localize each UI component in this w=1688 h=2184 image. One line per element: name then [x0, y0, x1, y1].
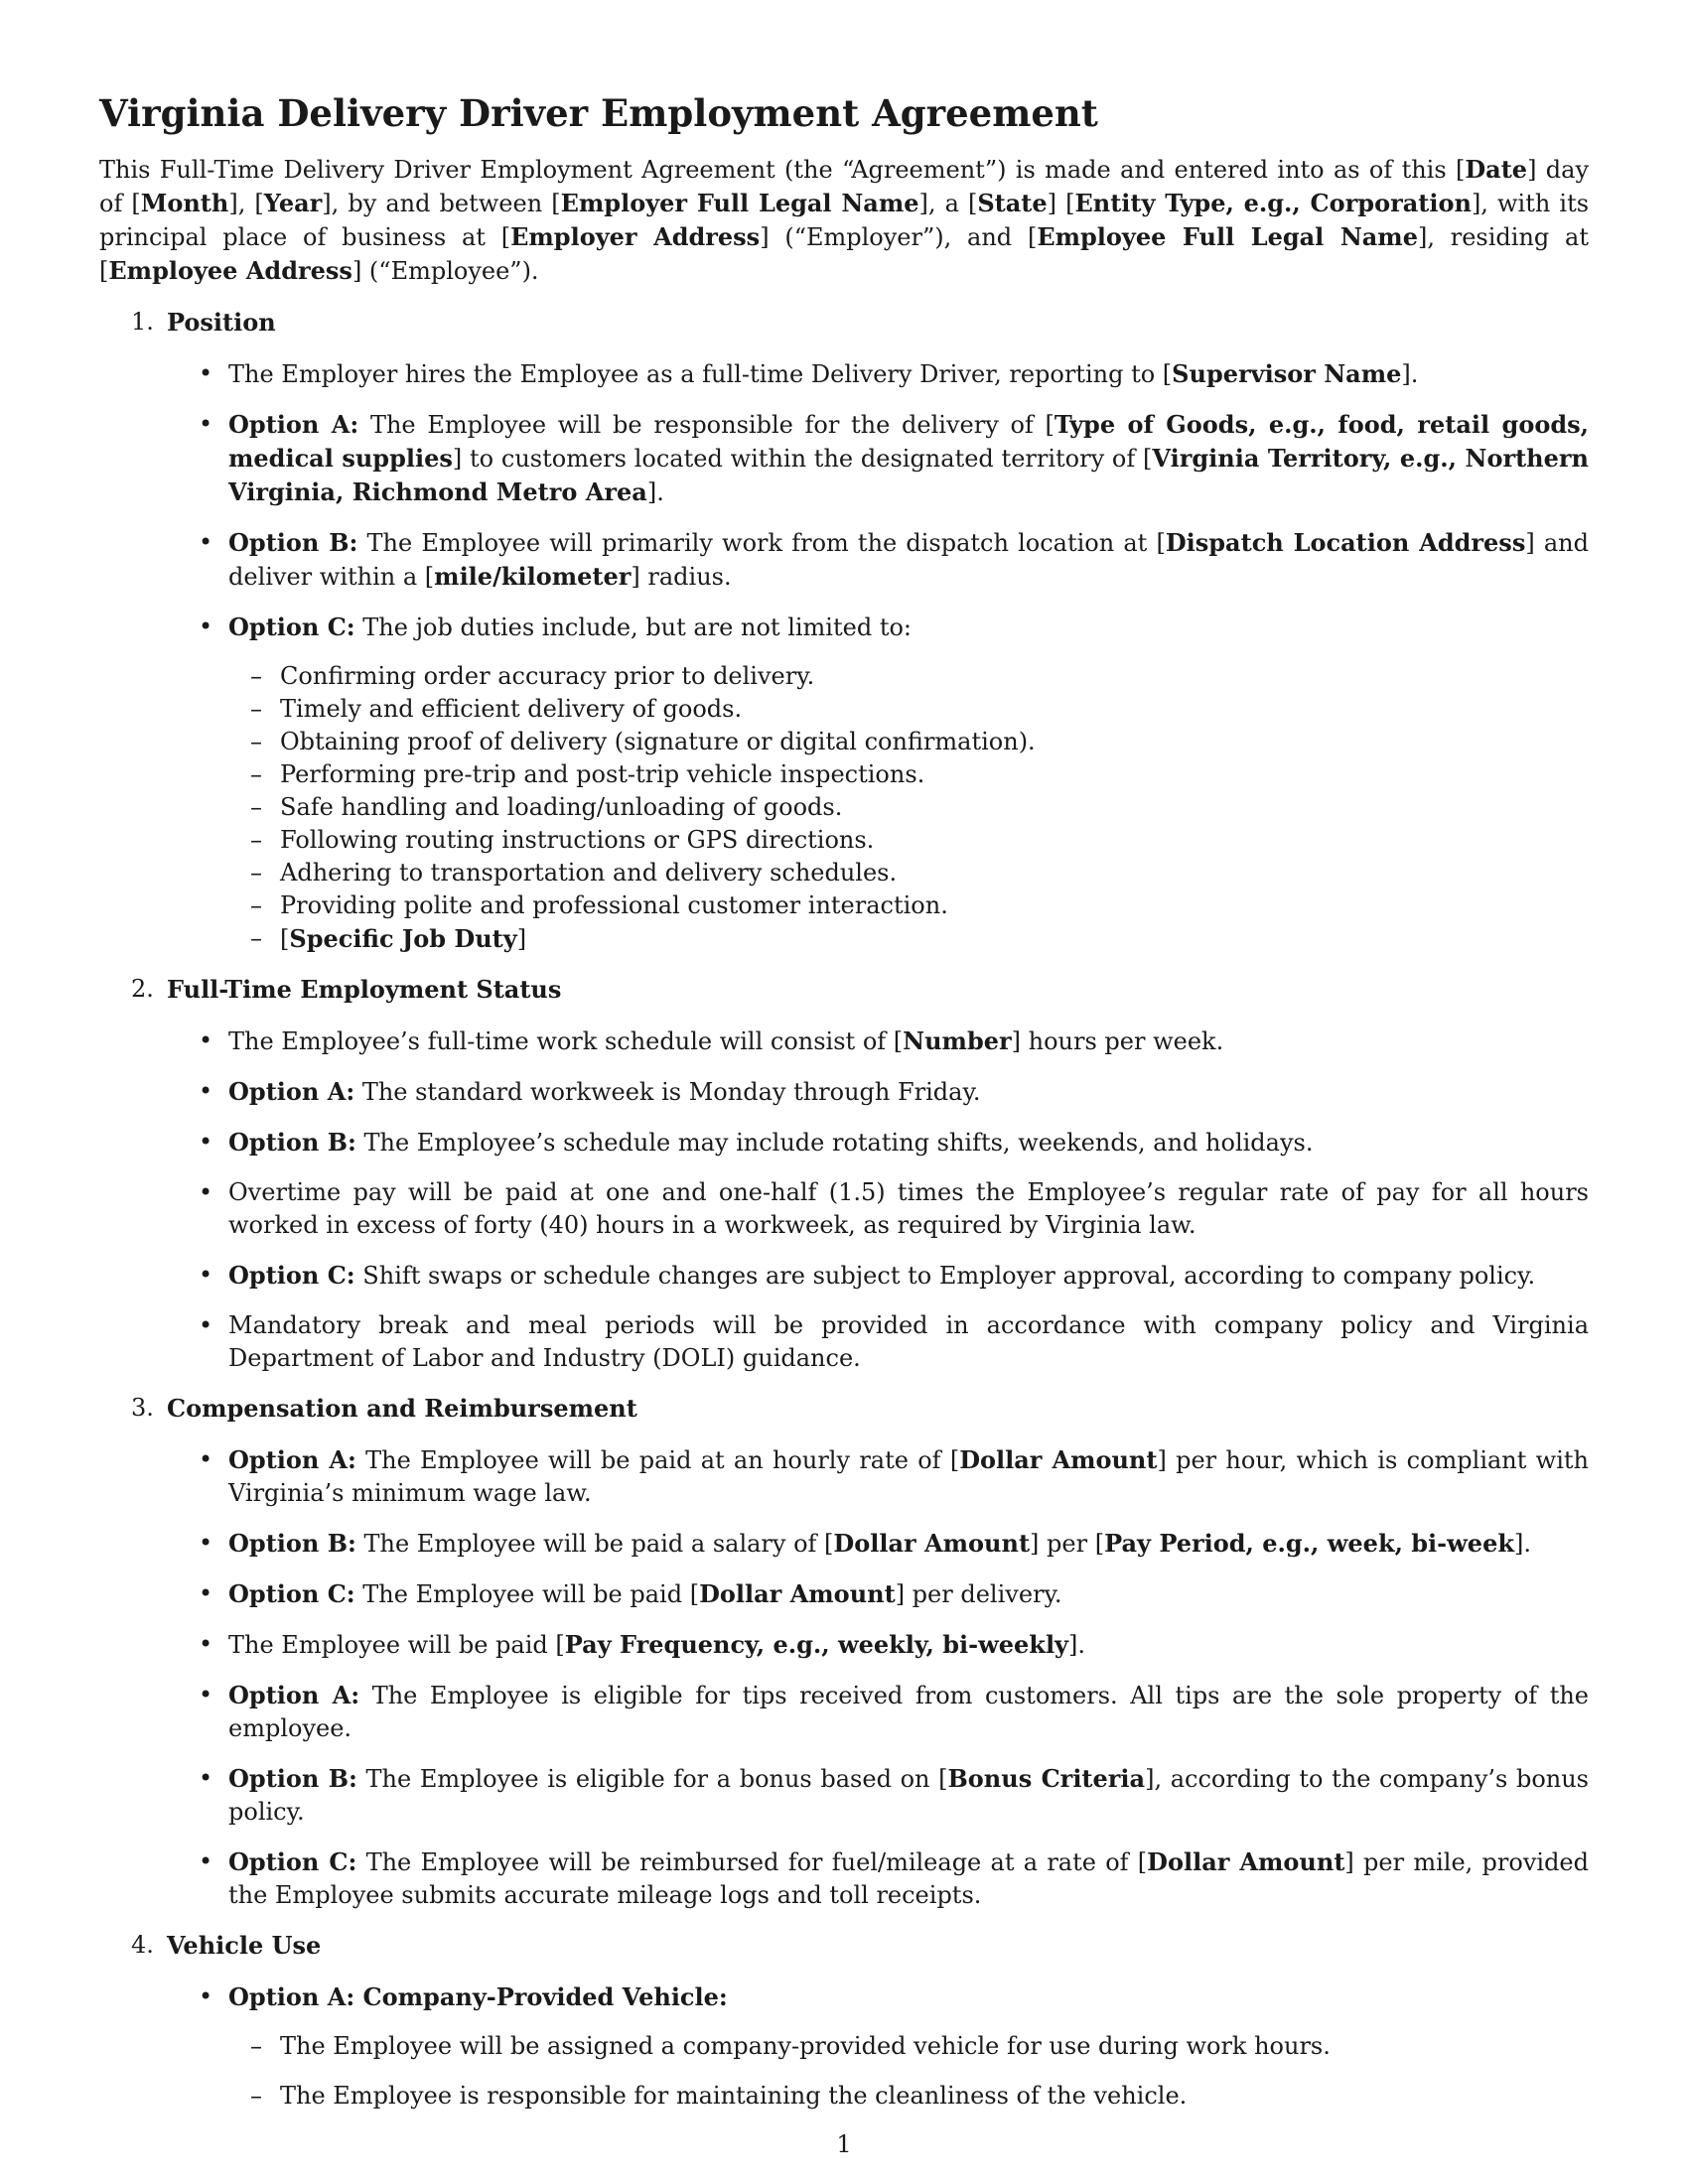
item-text: ] hours per week. [1011, 1027, 1224, 1055]
placeholder-employer-address: Employer Address [510, 222, 761, 251]
intro-text: ], with its principal place of business at [ [99, 190, 1590, 251]
item-text: ] per hour, which is compliant with Virginia’s minimum wage law. [228, 1446, 1589, 1507]
duty-item [99, 922, 1589, 956]
duty-item: – Following routing instructions or GPS directions. [99, 824, 1589, 857]
option-label: Option C: [228, 613, 355, 641]
placeholder-bonus-criteria: Bonus Criteria [947, 1764, 1146, 1793]
placeholder-unit: mile/kilometer [434, 562, 632, 591]
option-label: Option C: [228, 1261, 355, 1290]
item-text: Shift swaps or schedule changes are subject to Employer approval, according to company policy. [354, 1262, 1536, 1290]
option-label: Option A: [228, 1445, 356, 1474]
section-heading [99, 306, 1589, 340]
bullet-list [99, 1024, 1589, 1375]
section-compensation [99, 1392, 1589, 1912]
placeholder-month: Month [140, 189, 229, 217]
placeholder-dispatch: Dispatch Location Address [1165, 528, 1526, 557]
intro-text: ], a [ [918, 190, 978, 217]
item-text: The Employee’s schedule may include rotating shifts, weekends, and holidays. [355, 1129, 1314, 1157]
page-number: 1 [836, 2130, 852, 2158]
document-page [99, 83, 1589, 2129]
item-text: ] per mile, provided the Employee submits accurate mileage logs and toll receipts. [228, 1848, 1590, 1909]
item-text: The Employee will primarily work from the dispatch location at [ [357, 529, 1166, 557]
bullet-list [99, 357, 1589, 956]
item-text: ] [516, 925, 527, 953]
vehicle-items-list [99, 2030, 1589, 2113]
option-label: Option A: Company-Provided Vehicle: [228, 1982, 728, 2011]
duty-item: – Obtaining proof of delivery (signature or digital confirmation). [99, 726, 1589, 758]
placeholder-dollar-amount: Dollar Amount [1147, 1847, 1345, 1876]
list-item [99, 1527, 1589, 1561]
list-item [99, 1980, 1589, 2113]
item-text: ] to customers located within the designated territory of [ [452, 445, 1153, 473]
item-text: ]. [646, 478, 664, 506]
item-text: The Employee will be responsible for the delivery of [ [358, 411, 1055, 439]
item-text: The Employee will be reimbursed for fuel/mileage at a rate of [ [356, 1848, 1148, 1876]
item-line [99, 1980, 1589, 2014]
placeholder-employee-name: Employee Full Legal Name [1037, 222, 1418, 251]
option-label: Option B: [228, 1529, 356, 1558]
placeholder-year: Year [263, 189, 323, 217]
item-text: The Employee will be paid [ [354, 1580, 700, 1608]
option-label: Option C: [228, 1847, 357, 1876]
bullet-list [99, 1443, 1589, 1912]
item-text: ] per [ [1030, 1530, 1105, 1558]
item-line [99, 611, 1589, 644]
list-item [99, 1309, 1589, 1375]
item-text: ] per delivery. [895, 1580, 1062, 1608]
section-title: Full-Time Employment Status [167, 975, 562, 1004]
list-item [99, 408, 1589, 509]
section-heading [99, 973, 1589, 1007]
item-text: ], according to the company’s bonus policy. [228, 1765, 1590, 1826]
placeholder-state: State [977, 189, 1048, 217]
section-position [99, 306, 1589, 956]
placeholder-territory: Virginia Territory, e.g., Northern Virginia, Richmond Metro Area [228, 444, 1589, 506]
intro-text: ], by and between [ [322, 190, 561, 217]
duty-item: – Adhering to transportation and delivery schedules. [99, 857, 1589, 889]
item-text: The Employee is eligible for a bonus based on [ [356, 1765, 948, 1793]
duties-list [99, 660, 1589, 956]
placeholder-employer-name: Employer Full Legal Name [560, 189, 919, 217]
item-text: The Employee’s full-time work schedule will consist of [ [228, 1027, 904, 1055]
list-item [99, 1024, 1589, 1058]
option-label: Option A: [228, 1681, 360, 1709]
duty-item: – Performing pre-trip and post-trip vehicle inspections. [99, 758, 1589, 791]
section-number: 2. [131, 975, 154, 1003]
option-label: Option B: [228, 528, 358, 557]
duty-item: – Providing polite and professional customer interaction. [99, 889, 1589, 922]
item-text: ] radius. [631, 563, 732, 591]
list-item [99, 1443, 1589, 1510]
document-title: Virginia Delivery Driver Employment Agreement [99, 91, 1098, 135]
section-title: Vehicle Use [167, 1931, 322, 1960]
placeholder-supervisor: Supervisor Name [1172, 359, 1402, 388]
list-item [99, 526, 1589, 594]
duty-item: – Confirming order accuracy prior to delivery. [99, 660, 1589, 693]
section-number: 4. [131, 1931, 154, 1959]
section-title: Position [167, 308, 276, 337]
placeholder-pay-period: Pay Period, e.g., week, bi-week [1104, 1529, 1514, 1558]
intro-text: This Full-Time Delivery Driver Employment Agreement (the “Agreement”) is made and entered into as of this [ [99, 156, 1466, 184]
intro-text: ] [ [1047, 190, 1075, 217]
option-label: Option A: [228, 1077, 355, 1106]
placeholder-employee-address: Employee Address [108, 256, 352, 285]
intro-text: ], residing at [ [99, 223, 1590, 285]
list-item [99, 1762, 1589, 1829]
list-item [99, 1176, 1589, 1242]
item-text: The Employee will be paid [ [228, 1631, 565, 1659]
item-text: ] and deliver within a [ [228, 529, 1589, 591]
option-label: Option A: [228, 410, 359, 439]
section-heading [99, 1392, 1589, 1426]
intro-text: ], [ [228, 190, 264, 217]
item-text: The Employee will be paid at an hourly rate of [ [355, 1446, 960, 1474]
item-text: ]. [1401, 360, 1419, 388]
vehicle-item: – The Employee will be assigned a company-provided vehicle for use during work hours. [99, 2030, 1589, 2063]
item-text: Overtime pay will be paid at one and one-half (1.5) times the Employee’s regular rate of pay for all hours worked in excess of forty (40) hours in a workweek, as required by Virginia law. [228, 1178, 1589, 1239]
option-label: Option B: [228, 1128, 356, 1157]
list-item [99, 1679, 1589, 1745]
placeholder-dollar-amount: Dollar Amount [959, 1445, 1158, 1474]
list-item [99, 1259, 1589, 1293]
vehicle-item: – The Employee is responsible for maintaining the cleanliness of the vehicle. [99, 2080, 1589, 2113]
duty-item: – Timely and efficient delivery of goods. [99, 693, 1589, 726]
list-item [99, 1628, 1589, 1662]
section-title: Compensation and Reimbursement [167, 1394, 637, 1423]
placeholder-entity-type: Entity Type, e.g., Corporation [1074, 189, 1472, 217]
item-text: The Employee will be paid a salary of [ [355, 1530, 834, 1558]
intro-text: ] (“Employee”). [352, 257, 539, 285]
item-text: Mandatory break and meal periods will be provided in accordance with company policy and Virginia Department of Labor and Industry (DOLI) guidance. [228, 1311, 1589, 1372]
intro-text: ] (“Employer”), and [ [760, 223, 1038, 251]
list-item [99, 1845, 1589, 1912]
placeholder-pay-frequency: Pay Frequency, e.g., weekly, bi-weekly [564, 1630, 1068, 1659]
item-text: The Employee is eligible for tips received from customers. All tips are the sole property of the employee. [228, 1682, 1589, 1742]
intro-text: ] day of [ [99, 156, 1589, 217]
section-vehicle-use [99, 1929, 1589, 2113]
placeholder-duty: Specific Job Duty [289, 924, 517, 953]
intro-paragraph [99, 153, 1589, 288]
placeholder-number: Number [903, 1026, 1012, 1055]
item-text: The job duties include, but are not limited to: [354, 614, 912, 641]
item-text: The Employer hires the Employee as a full-time Delivery Driver, reporting to [ [228, 360, 1173, 388]
placeholder-dollar-amount: Dollar Amount [699, 1579, 896, 1608]
option-label: Option C: [228, 1579, 355, 1608]
list-item [99, 611, 1589, 956]
list-item [99, 1126, 1589, 1160]
sections-list [99, 306, 1589, 2113]
item-text: The standard workweek is Monday through Friday. [354, 1078, 981, 1106]
placeholder-date: Date [1465, 155, 1528, 184]
section-number: 3. [131, 1394, 154, 1422]
item-text: ]. [1513, 1530, 1531, 1558]
item-text: [ [280, 925, 290, 953]
list-item [99, 1577, 1589, 1611]
placeholder-goods: Type of Goods, e.g., food, retail goods, medical supplies [228, 410, 1590, 473]
section-employment-status [99, 973, 1589, 1375]
item-text: ]. [1068, 1631, 1085, 1659]
duty-item: – Safe handling and loading/unloading of goods. [99, 791, 1589, 824]
section-number: 1. [131, 308, 154, 336]
option-label: Option B: [228, 1764, 357, 1793]
list-item [99, 357, 1589, 391]
list-item [99, 1075, 1589, 1109]
section-heading [99, 1929, 1589, 1963]
bullet-list [99, 1980, 1589, 2113]
placeholder-dollar-amount: Dollar Amount [833, 1529, 1031, 1558]
